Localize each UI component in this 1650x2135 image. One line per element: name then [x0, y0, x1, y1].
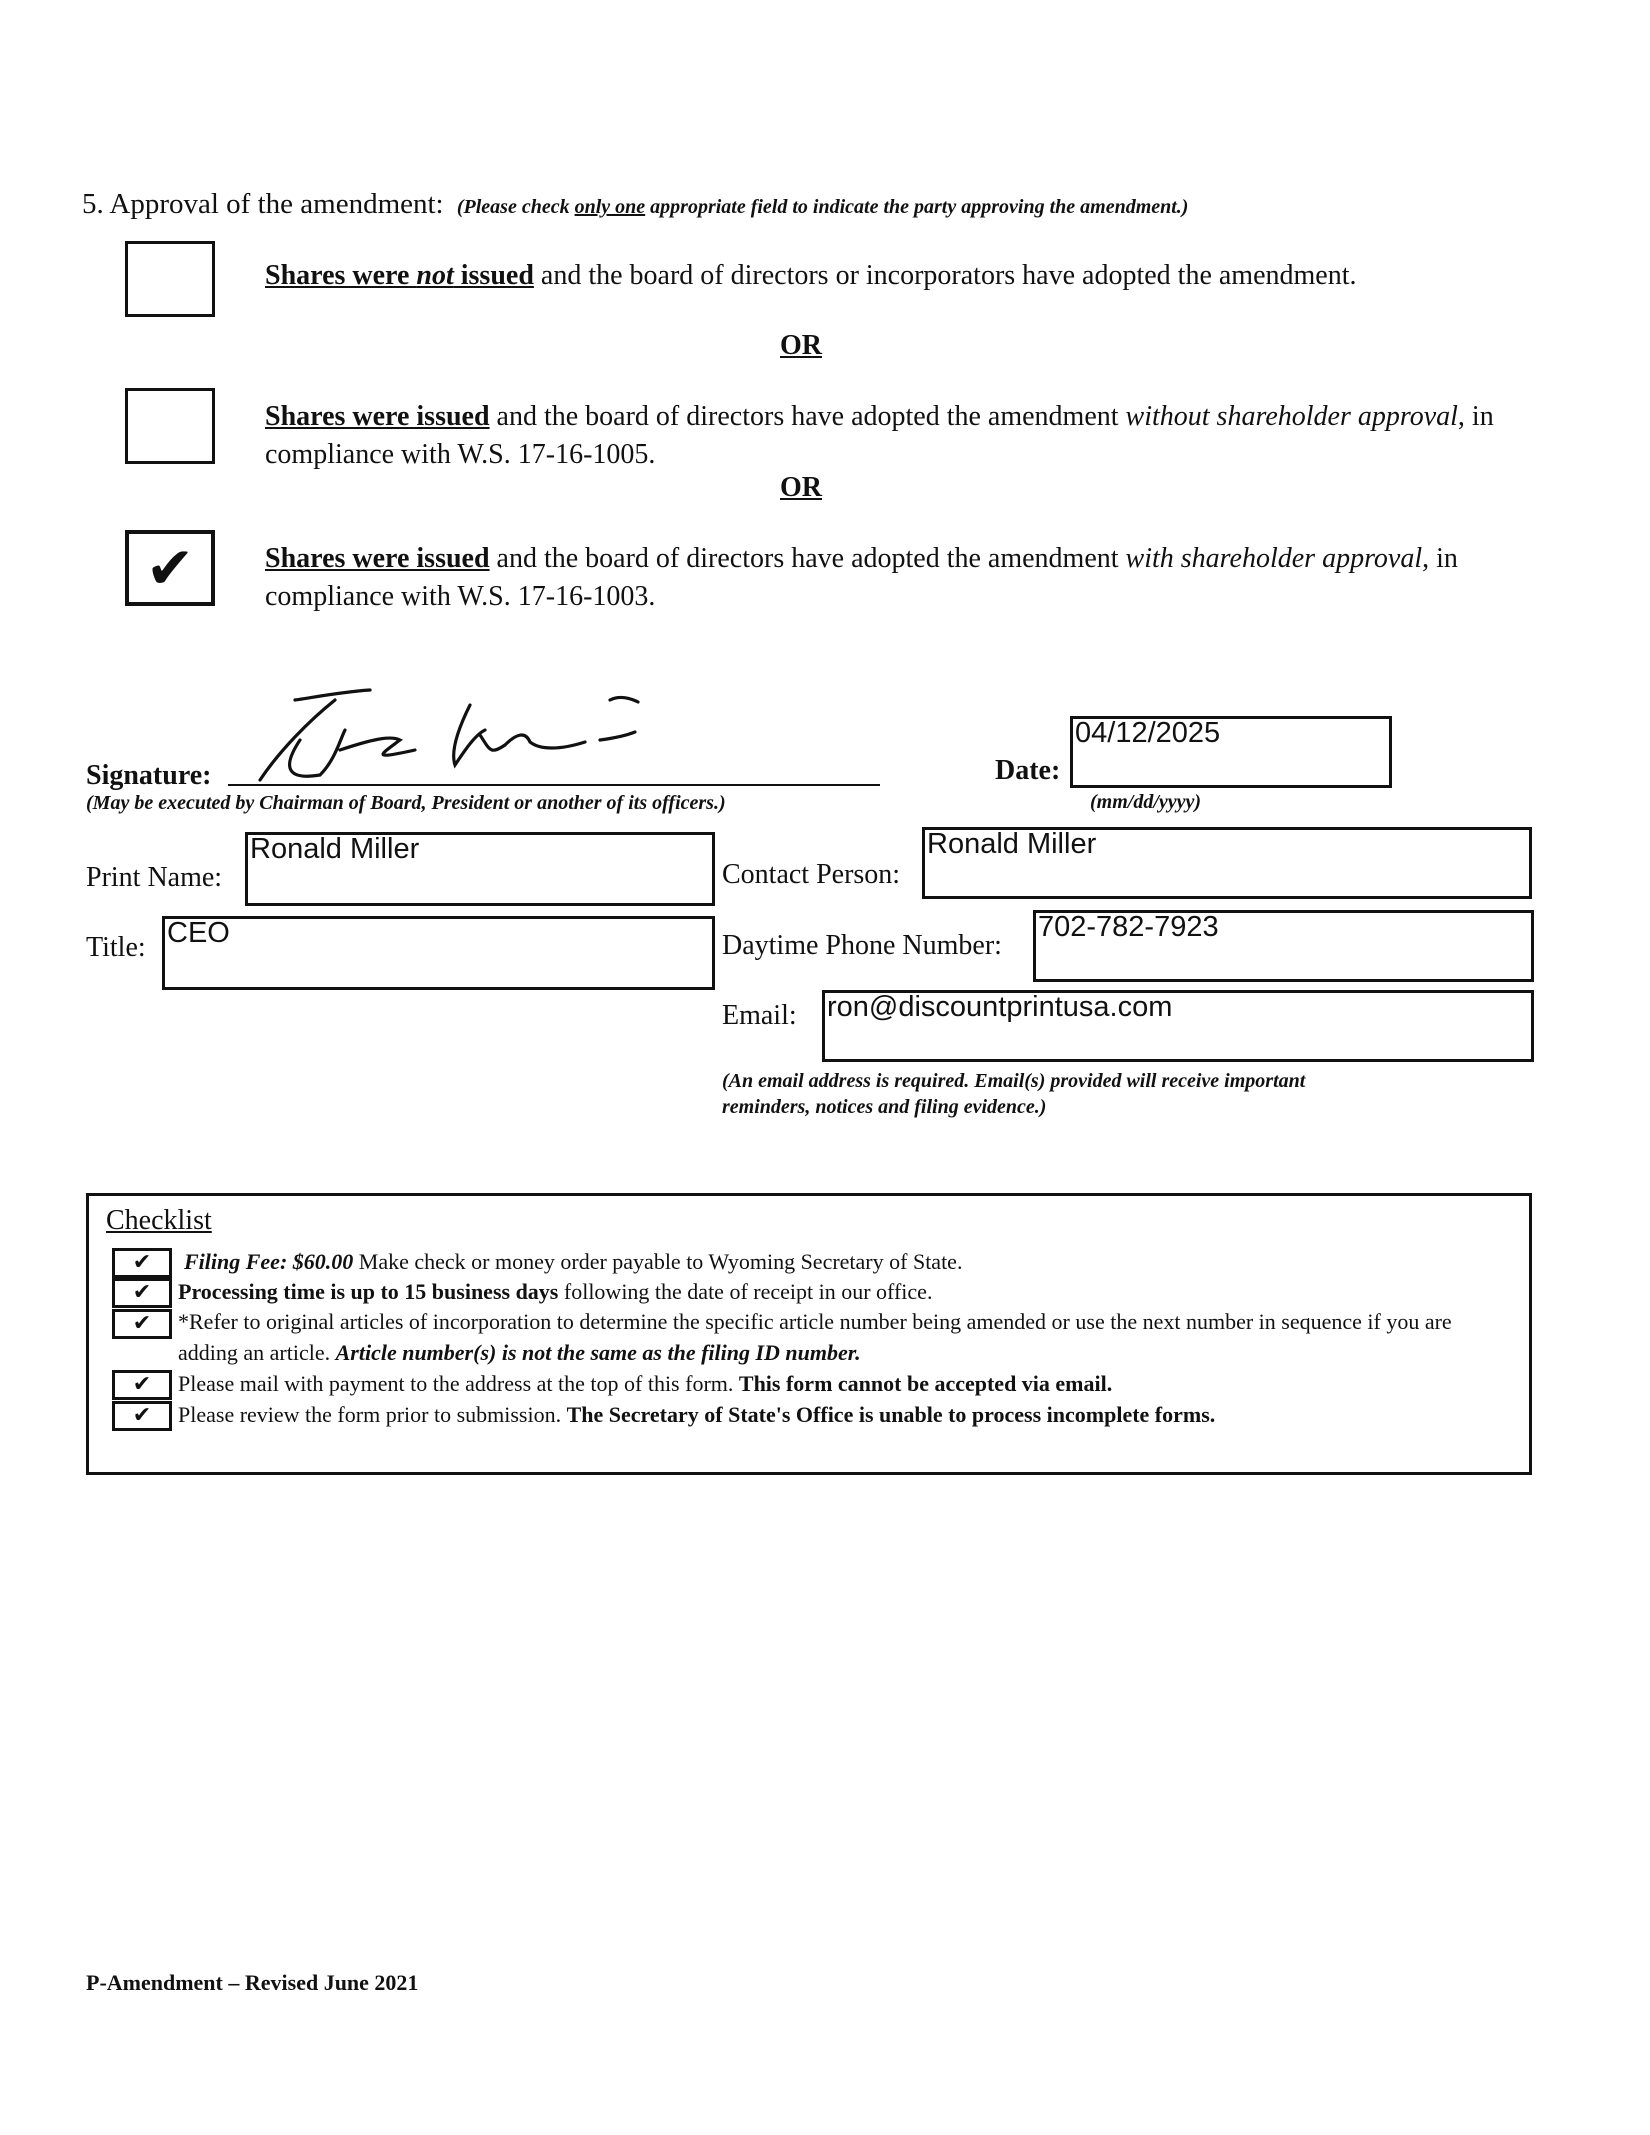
checklist-checkbox-3[interactable] — [112, 1309, 172, 1339]
checklist-item-4: Please mail with payment to the address at the top of this form. This form cannot be accepted via email. — [178, 1371, 1113, 1396]
option-issued-without-approval-text: Shares were issued and the board of directors have adopted the amendment without shareholder approval, in compliance with W.S. 17-16-1005. — [265, 401, 1494, 470]
or-separator: OR — [780, 472, 822, 503]
checklist-item-5: Please review the form prior to submission. The Secretary of State's Office is unable to process incomplete forms. — [178, 1402, 1216, 1427]
checkmark-icon: ✔ — [132, 1280, 152, 1305]
date-label: Date: — [995, 755, 1061, 786]
option-issued-with-approval-checkbox[interactable] — [125, 530, 215, 606]
footer-revision: P-Amendment – Revised June 2021 — [86, 1970, 419, 1995]
checklist-checkbox-5[interactable] — [112, 1401, 172, 1431]
option-not-issued-text: Shares were not issued and the board of directors or incorporators have adopted the amendment. — [265, 260, 1357, 291]
contact-person-field[interactable] — [922, 827, 1532, 899]
print-name-field[interactable] — [245, 832, 715, 906]
checklist-checkbox-4[interactable] — [112, 1370, 172, 1400]
question-note: (Please check only one appropriate field to indicate the party approving the amendment.) — [456, 196, 1189, 218]
date-field[interactable] — [1070, 716, 1392, 788]
print-name-label: Print Name: — [86, 862, 223, 893]
checklist-item-1: Filing Fee: $60.00 Make check or money order payable to Wyoming Secretary of State. — [184, 1249, 963, 1274]
email-field[interactable] — [822, 990, 1534, 1062]
checklist-checkbox-2[interactable] — [112, 1278, 172, 1308]
checkmark-icon: ✔ — [145, 534, 195, 602]
email-label: Email: — [722, 1000, 797, 1031]
phone-field[interactable] — [1033, 910, 1534, 982]
phone-value: 702-782-7923 — [1038, 911, 1219, 943]
signature-note: (May be executed by Chairman of Board, President or another of its officers.) — [86, 792, 726, 814]
title-label: Title: — [86, 932, 146, 963]
email-value: ron@discountprintusa.com — [827, 991, 1173, 1023]
option-not-issued-checkbox[interactable] — [125, 241, 215, 317]
date-format-note: (mm/dd/yyyy) — [1090, 791, 1202, 813]
option-issued-without-approval-checkbox[interactable] — [125, 388, 215, 464]
title-field[interactable] — [162, 916, 715, 990]
question-heading — [82, 188, 1188, 221]
print-name-value: Ronald Miller — [250, 833, 420, 865]
contact-person-label: Contact Person: — [722, 859, 901, 890]
checklist-item-2: Processing time is up to 15 business days following the date of receipt in our office. — [178, 1279, 933, 1304]
checklist-checkbox-1[interactable] — [112, 1248, 172, 1278]
option-issued-with-approval-text: Shares were issued and the board of directors have adopted the amendment with shareholder approval, in compliance with W.S. 17-16-1003. — [265, 543, 1458, 612]
checkmark-icon: ✔ — [132, 1311, 152, 1336]
email-note: (An email address is required. Email(s) provided will receive important reminders, notices and filing evidence.) — [722, 1070, 1306, 1118]
date-value: 04/12/2025 — [1075, 717, 1221, 749]
checklist-item-3: *Refer to original articles of incorporation to determine the specific article number being amended or use the next number in sequence if you are adding an article. Article number(s) is not the same as the filing ID number. — [178, 1309, 1452, 1365]
contact-person-value: Ronald Miller — [927, 828, 1097, 860]
checkmark-icon: ✔ — [132, 1403, 152, 1428]
or-separator: OR — [780, 330, 822, 361]
signature-label: Signature: — [86, 760, 212, 791]
question-label: 5. Approval of the amendment: — [82, 188, 444, 220]
checkmark-icon: ✔ — [132, 1372, 152, 1397]
phone-label: Daytime Phone Number: — [722, 930, 1002, 961]
checkmark-icon: ✔ — [132, 1250, 152, 1275]
checklist-title: Checklist — [106, 1205, 212, 1236]
title-value: CEO — [167, 917, 230, 949]
signature-image — [240, 680, 660, 790]
